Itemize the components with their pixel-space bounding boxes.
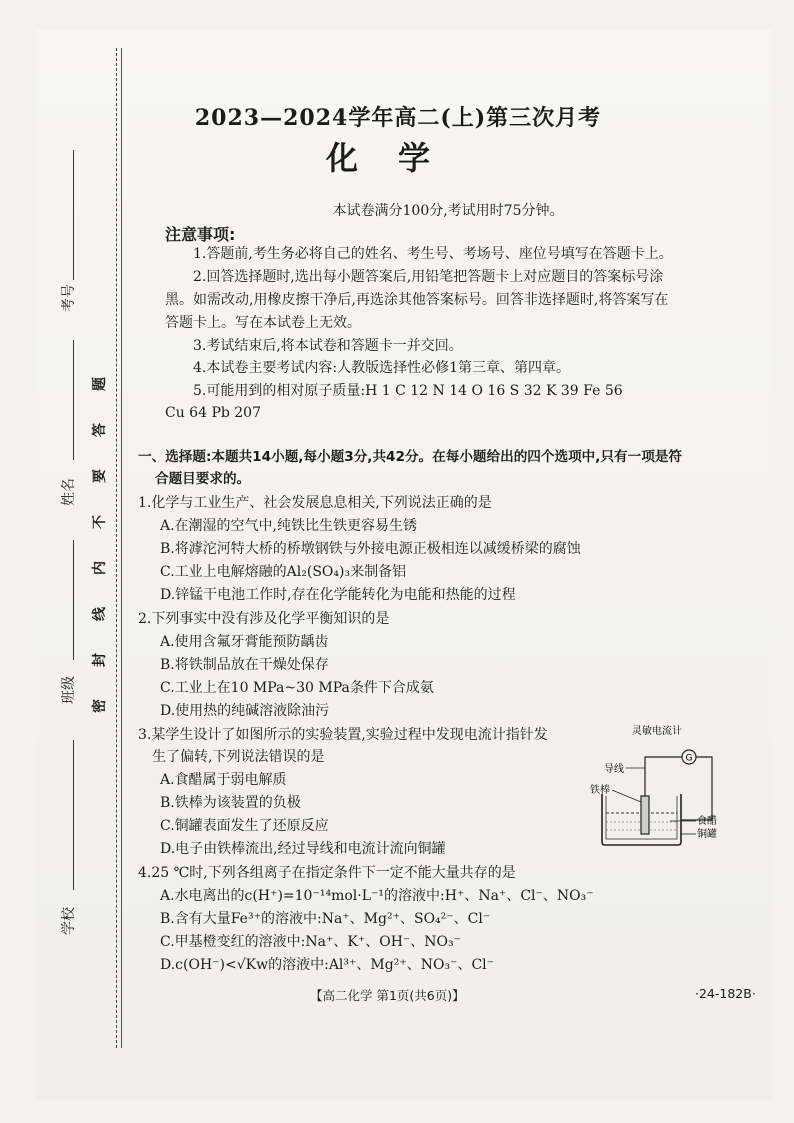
notice-item: 1.答题前,考生务必将自己的姓名、考生号、考场号、座位号填写在答题卡上。 [193, 246, 673, 262]
seal-char: 密 [92, 699, 108, 713]
notice-item: 黑。如需改动,用橡皮擦干净后,再选涂其他答案标号。回答非选择题时,将答案写在 [165, 292, 669, 308]
question-stem: 1.化学与工业生产、社会发展息息相关,下列说法正确的是 [138, 495, 492, 511]
exam-no-label: 考号 [61, 284, 77, 312]
seal-char: 要 [92, 469, 108, 483]
wire-right [696, 757, 712, 820]
exam-no-blank [73, 150, 74, 280]
exam-info: 本试卷满分100分,考试用时75分钟。 [332, 203, 564, 219]
school-label: 学校 [61, 907, 77, 935]
question-stem-cont: 生了偏转,下列说法错误的是 [152, 749, 325, 765]
class-label: 班级 [61, 676, 77, 704]
notice-item: 3.考试结束后,将本试卷和答题卡一并交回。 [193, 338, 463, 354]
subject-title: 化学 [325, 139, 470, 177]
question-option: A.使用含氟牙膏能预防龋齿 [160, 634, 329, 650]
question-option: B.将滹沱河特大桥的桥墩钢铁与外接电源正极相连以减缓桥梁的腐蚀 [160, 541, 581, 557]
question-option: B.将铁制品放在干燥处保存 [160, 657, 329, 673]
iron-rod-label: 铁棒 [590, 785, 610, 796]
question-option: C.工业上在10 MPa~30 MPa条件下合成氨 [160, 680, 434, 696]
question-option: D.锌锰干电池工作时,存在化学能转化为电能和热能的过程 [160, 587, 516, 603]
vinegar-label: 食醋 [697, 816, 717, 827]
question-option: D.电子由铁棒流出,经过导线和电流计流向铜罐 [160, 841, 446, 857]
question-stem: 3.某学生设计了如图所示的实验装置,实验过程中发现电流计指针发 [138, 727, 548, 743]
name-label: 姓名 [61, 478, 77, 506]
wire-label: 导线 [604, 764, 624, 775]
question-option: C.甲基橙变红的溶液中:Na⁺、K⁺、OH⁻、NO₃⁻ [160, 934, 462, 950]
section-heading: 一、选择题:本题共14小题,每小题3分,共42分。在每小题给出的四个选项中,只有一项是符 [138, 449, 682, 465]
binding-dashed-line [116, 48, 117, 1048]
question-stem: 4.25 ℃时,下列各组离子在指定条件下一定不能大量共存的是 [138, 865, 516, 881]
question-option: D.c(OH⁻)<√Kw的溶液中:Al³⁺、Mg²⁺、NO₃⁻、Cl⁻ [160, 957, 495, 973]
seal-char: 封 [92, 653, 108, 667]
notice-title: 注意事项: [165, 225, 236, 244]
notice-item: 4.本试卷主要考试内容:人教版选择性必修1第三章、第四章。 [193, 360, 570, 376]
notice-item: 2.回答选择题时,选出每小题答案后,用铅笔把答题卡上对应题目的答案标号涂 [193, 269, 664, 285]
iron-rod-label-pointer [612, 790, 641, 802]
class-blank [73, 540, 74, 660]
seal-char: 线 [92, 607, 108, 621]
seal-char: 题 [92, 377, 108, 391]
iron-rod [641, 796, 649, 834]
school-blank [73, 740, 74, 890]
question-option: A.水电离出的c(H⁺)=10⁻¹⁴mol·L⁻¹的溶液中:H⁺、Na⁺、Cl⁻、NO₃⁻ [160, 888, 594, 904]
notice-item: Cu 64 Pb 207 [165, 405, 261, 421]
question-option: A.食醋属于弱电解质 [160, 772, 287, 788]
seal-char: 不 [92, 515, 108, 529]
notice-item: 答题卡上。写在本试卷上无效。 [165, 315, 361, 331]
name-blank [73, 340, 74, 460]
page-footer: 【高二化学 第1页(共6页)】 [310, 988, 465, 1003]
section-heading-cont: 合题目要求的。 [155, 471, 251, 487]
paper-code: ·24-182B· [695, 986, 756, 1001]
seal-char: 答 [92, 423, 108, 437]
copper-can-label: 铜罐 [697, 829, 717, 840]
notice-item: 5.可能用到的相对原子质量:H 1 C 12 N 14 O 16 S 32 K 39 Fe 56 [193, 383, 623, 399]
question-stem: 2.下列事实中没有涉及化学平衡知识的是 [138, 611, 390, 627]
galvanic-cell-svg [590, 724, 730, 849]
galvanometer-symbol: G [685, 753, 693, 764]
binding-solid-line [121, 48, 122, 1048]
question-option: C.工业上电解熔融的Al₂(SO₄)₃来制备铝 [160, 564, 407, 580]
question-option: D.使用热的纯碱溶液除油污 [160, 703, 330, 719]
question-option: B.含有大量Fe³⁺的溶液中:Na⁺、Mg²⁺、SO₄²⁻、Cl⁻ [160, 911, 491, 927]
wire-left [645, 757, 682, 796]
galvanometer-label: 灵敏电流计 [632, 726, 682, 737]
seal-char: 内 [92, 561, 108, 575]
exam-title: 2023—2024学年高二(上)第三次月考 [194, 105, 602, 131]
galvanic-cell-diagram [590, 724, 730, 849]
question-option: C.铜罐表面发生了还原反应 [160, 818, 329, 834]
question-option: A.在潮湿的空气中,纯铁比生铁更容易生锈 [160, 518, 418, 534]
question-option: B.铁棒为该装置的负极 [160, 795, 301, 811]
